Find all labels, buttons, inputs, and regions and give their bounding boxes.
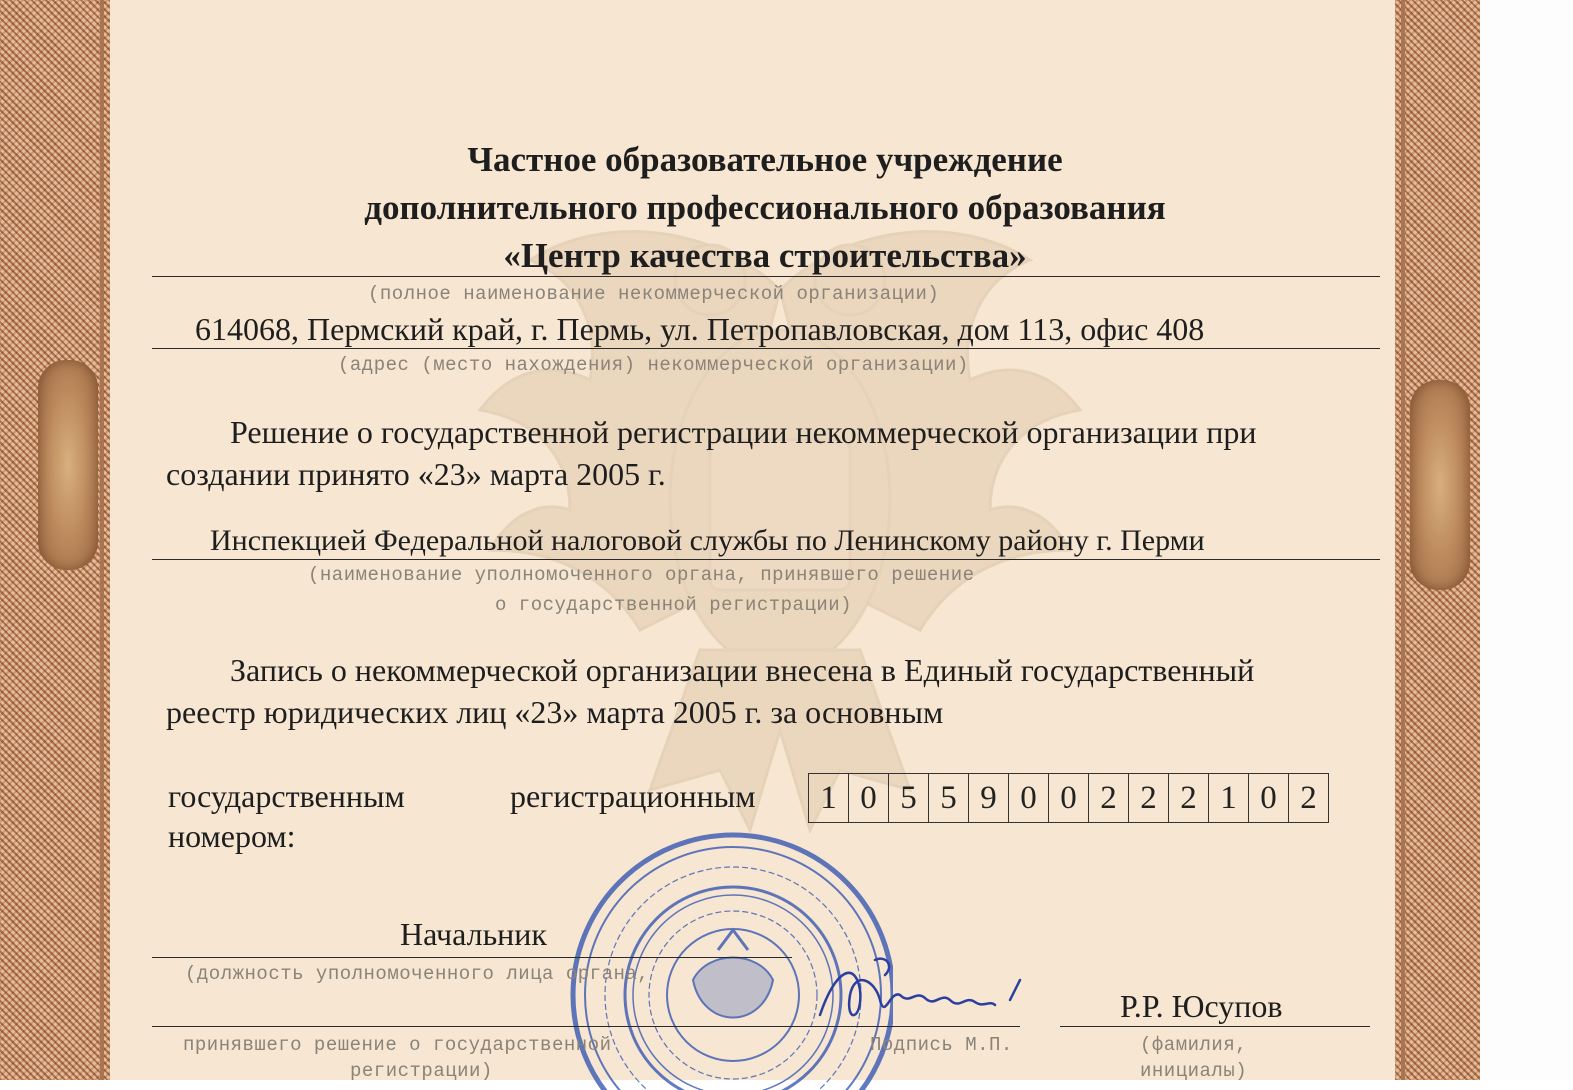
ogrn-digit: 1 bbox=[809, 774, 849, 822]
ogrn-digit: 2 bbox=[1300, 779, 1317, 816]
divider-line bbox=[152, 276, 1380, 277]
position-caption: (должность уполномоченного лица органа, bbox=[185, 963, 650, 985]
decision-line-1: Решение о государственной регистрации некоммерческой организации при bbox=[230, 414, 1257, 450]
ogrn-digit: 2 bbox=[1169, 774, 1209, 822]
org-title-line-2: дополнительного профессионального образования bbox=[364, 188, 1166, 227]
record-line-1: Запись о некоммерческой организации внесена в Единый государственный bbox=[230, 652, 1255, 688]
org-address: 614068, Пермский край, г. Пермь, ул. Петропавловская, дом 113, офис 408 bbox=[195, 311, 1205, 347]
org-title-line-3: «Центр качества строительства» bbox=[503, 236, 1027, 275]
org-name-caption: (полное наименование некоммерческой организации) bbox=[368, 283, 940, 305]
divider-line bbox=[152, 957, 792, 958]
scan-margin bbox=[1480, 0, 1573, 1080]
ogrn-number-boxes bbox=[808, 773, 1329, 823]
ogrn-digit: 0 bbox=[1249, 774, 1289, 822]
signer-position: Начальник bbox=[400, 916, 547, 952]
address-caption: (адрес (место нахождения) некоммерческой организации) bbox=[338, 354, 969, 376]
divider-line bbox=[1060, 1026, 1370, 1027]
signer-name: Р.Р. Юсупов bbox=[1120, 988, 1283, 1024]
ornament-left bbox=[38, 360, 98, 570]
signer-caption-2: инициалы) bbox=[1140, 1060, 1248, 1082]
record-line-2: реестр юридических лиц «23» марта 2005 г. за основным bbox=[166, 694, 944, 730]
handwritten-signature bbox=[815, 950, 1045, 1030]
org-title-line-1: Частное образовательное учреждение bbox=[467, 140, 1063, 179]
ogrn-digit: 2 bbox=[1129, 774, 1169, 822]
signer-caption-1: (фамилия, bbox=[1140, 1034, 1248, 1056]
signature-caption: Подпись М.П. bbox=[870, 1034, 1013, 1056]
ogrn-digit: 9 bbox=[969, 774, 1009, 822]
record-label-word-2: регистрационным bbox=[510, 778, 756, 814]
ogrn-digit: 0 bbox=[1049, 774, 1089, 822]
ogrn-digit: 5 bbox=[889, 774, 929, 822]
ogrn-digit: 5 bbox=[929, 774, 969, 822]
divider-line bbox=[152, 559, 1380, 560]
record-label-word-3: номером: bbox=[168, 818, 296, 854]
authority-name: Инспекцией Федеральной налоговой службы по Ленинскому району г. Перми bbox=[210, 524, 1205, 557]
ogrn-digit: 0 bbox=[1009, 774, 1049, 822]
ogrn-digit: 0 bbox=[849, 774, 889, 822]
ornament-right bbox=[1410, 380, 1470, 590]
bottom-caption-1: принявшего решение о государственной bbox=[183, 1034, 612, 1056]
ogrn-digit: 2 bbox=[1089, 774, 1129, 822]
divider-line bbox=[152, 1026, 1020, 1027]
divider-line bbox=[152, 348, 1380, 349]
decision-line-2: создании принято «23» марта 2005 г. bbox=[166, 456, 666, 492]
ogrn-digit: 1 bbox=[1209, 774, 1249, 822]
bottom-caption-2: регистрации) bbox=[350, 1060, 493, 1082]
authority-caption-1: (наименование уполномоченного органа, принявшего решение bbox=[308, 564, 975, 586]
authority-caption-2: о государственной регистрации) bbox=[495, 594, 853, 616]
record-label-word-1: государственным bbox=[168, 778, 405, 814]
